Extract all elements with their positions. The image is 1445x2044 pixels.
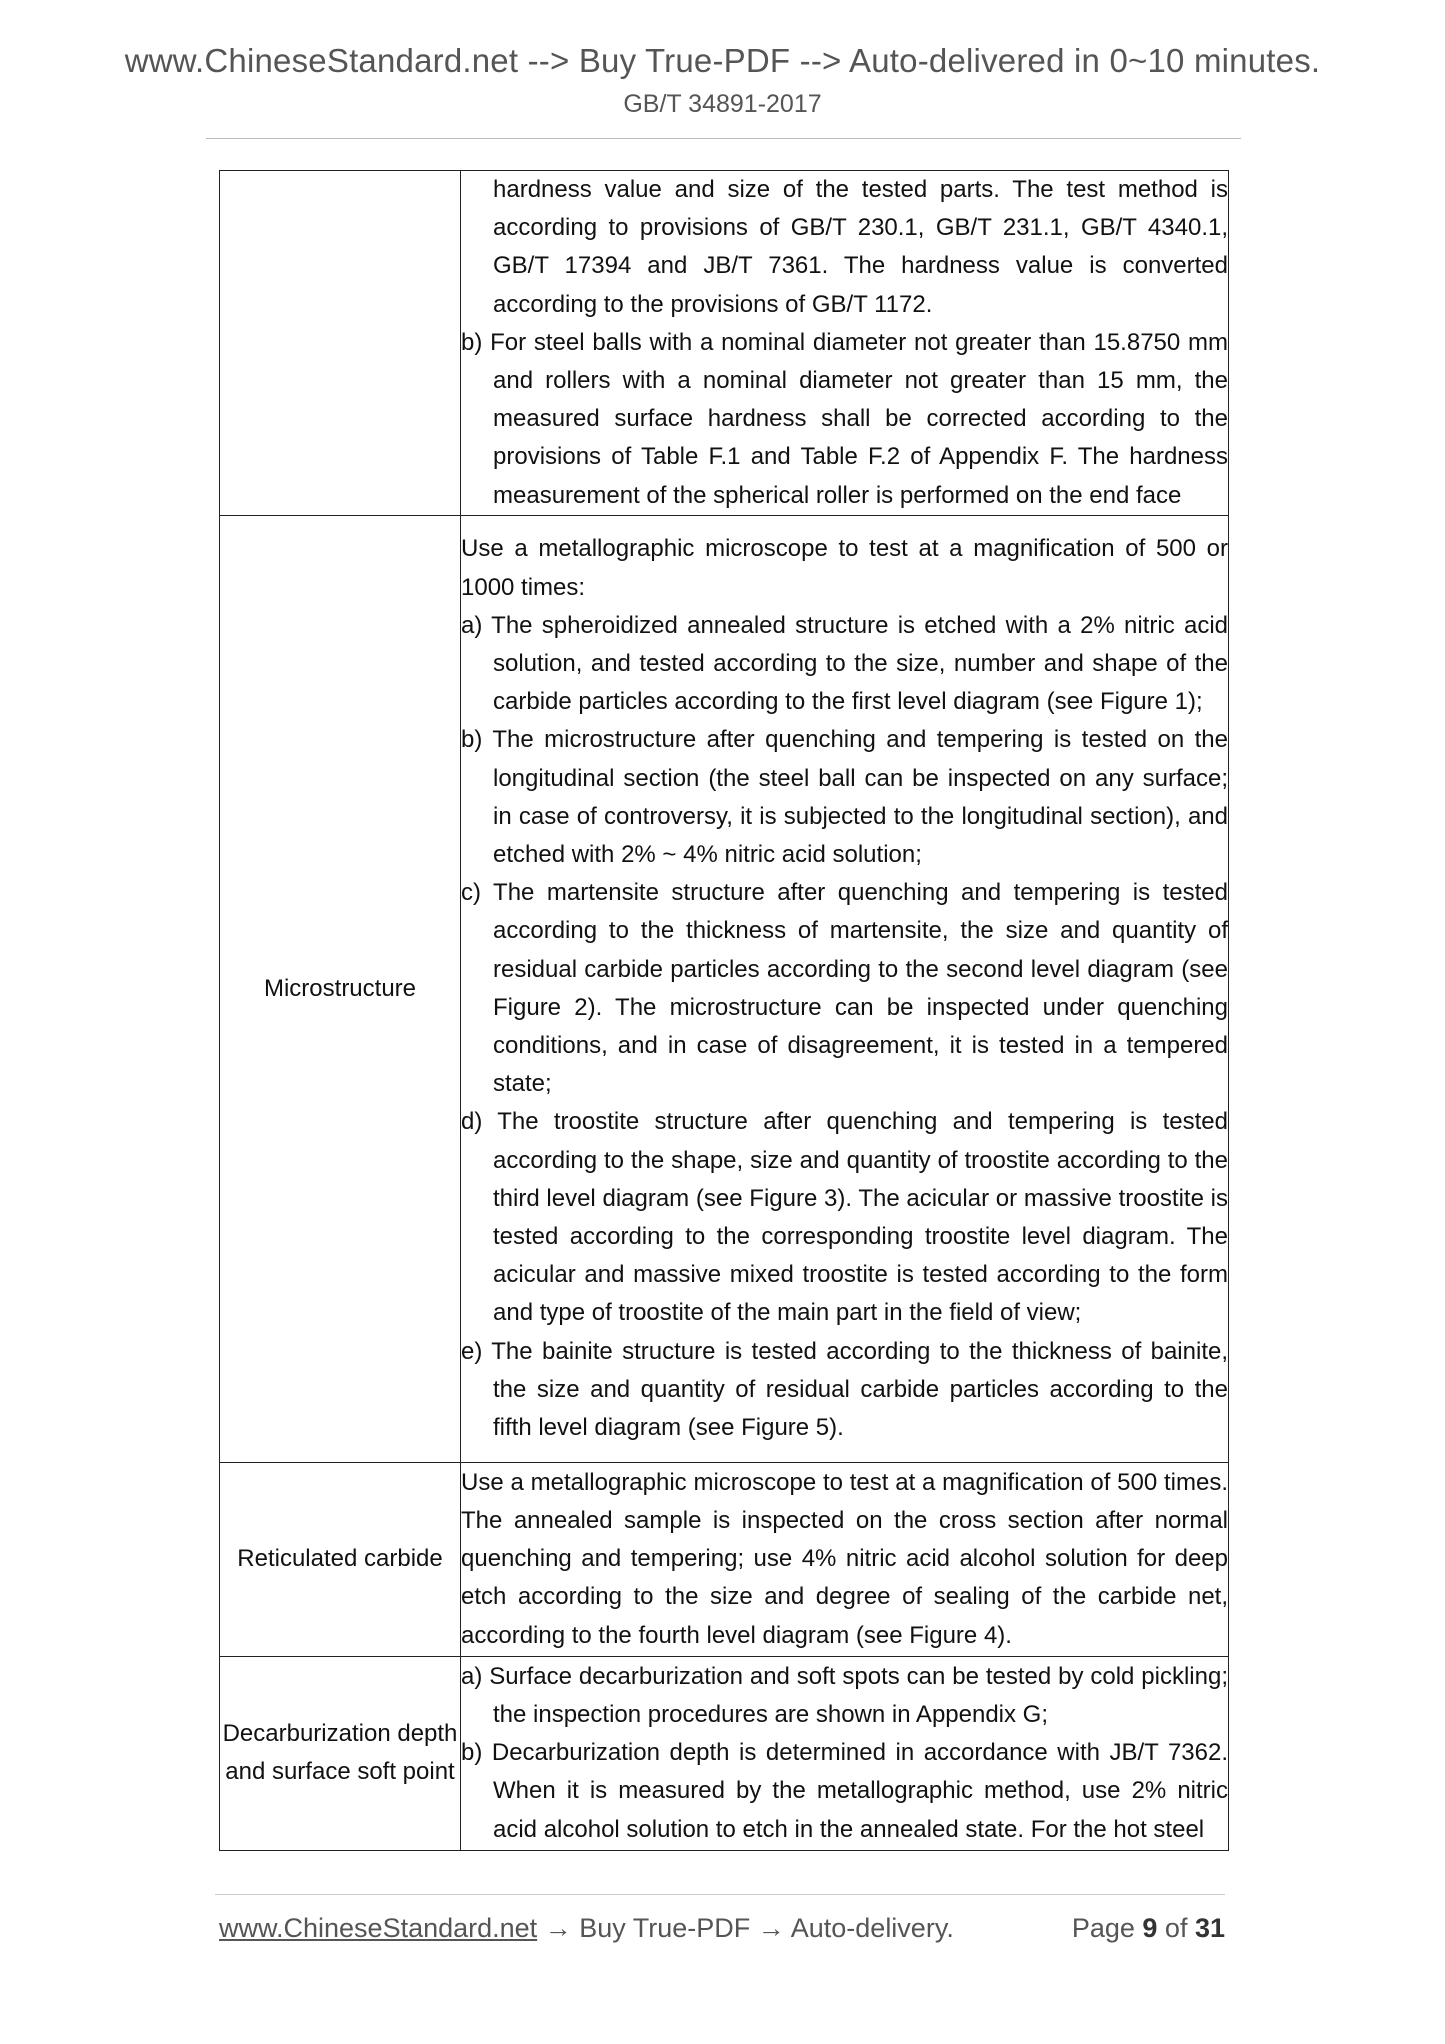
method-list-item: c) The martensite structure after quenching and tempering is tested according to the thickness of martensite, the size and quantity of residual carbide particles according to the second level diagram (see Figure 2). The microstructure can be inspected under quenching conditions, and in case of disagreement, it is tested in a tempered state; [461, 879, 1228, 1098]
table-cell-method [461, 1462, 1229, 1656]
footer-divider [215, 1894, 1225, 1895]
method-paragraph: Use a metallographic microscope to test at a magnification of 500 or 1000 times: [461, 535, 1228, 601]
header-divider [206, 138, 1241, 139]
specification-table [219, 170, 1229, 1851]
method-paragraph: hardness value and size of the tested parts. The test method is according to provisions of GB/T 230.1, GB/T 231.1, GB/T 4340.1, GB/T 17394 and JB/T 7361. The hardness value is converted according to the provisions of GB/T 1172. [493, 176, 1228, 318]
method-list-item: a) The spheroidized annealed structure is etched with a 2% nitric acid solution, and tested according to the size, number and shape of the carbide particles according to the first level diagram (see Figure 1); [461, 611, 1228, 716]
table-cell-item [220, 171, 461, 516]
footer-tagline [219, 1913, 954, 1944]
table-cell-method [461, 171, 1229, 516]
site-link[interactable]: www.ChineseStandard.net [219, 1913, 538, 1943]
method-list-item: a) Surface decarburization and soft spots can be tested by cold pickling; the inspection procedures are shown in Appendix G; [461, 1662, 1228, 1729]
method-list-item: d) The troostite structure after quenching and tempering is tested according to the shape, size and quantity of troostite according to the third level diagram (see Figure 3). The acicular or massive troostite is tested according to the corresponding troostite level diagram. The acicular and massive mixed troostite is tested according to the form and type of troostite of the main part in the field of view; [461, 1108, 1228, 1327]
method-list-item: b) For steel balls with a nominal diameter not greater than 15.8750 mm and rollers with a nominal diameter not greater than 15 mm, the measured surface hardness shall be corrected according to the provisions of Table F.1 and Table F.2 of Appendix F. The hardness measurement of the spherical roller is performed on the end face [461, 328, 1228, 509]
method-list-item: b) Decarburization depth is determined in accordance with JB/T 7362. When it is measured by the metallographic method, use 2% nitric acid alcohol solution to etch in the annealed state. For the hot steel [461, 1739, 1228, 1843]
footer-tagline-text: → Buy True-PDF → Auto-delivery. [537, 1913, 954, 1943]
page-label: Page [1071, 1913, 1143, 1943]
table-cell-item: Microstructure [220, 515, 461, 1462]
table-cell-item: Reticulated carbide [220, 1462, 461, 1656]
page-of: of [1157, 1913, 1195, 1943]
method-list-item: b) The microstructure after quenching and tempering is tested on the longitudinal section (the steel ball can be inspected on any surface; in case of controversy, it is subjected to the longitudinal section), and etched with 2% ~ 4% nitric acid solution; [461, 726, 1228, 869]
table-cell-method [461, 515, 1229, 1462]
table-row [220, 171, 1229, 516]
method-list-item: e) The bainite structure is tested according to the thickness of bainite, the size and quantity of residual carbide particles according to the fifth level diagram (see Figure 5). [461, 1337, 1228, 1442]
table-row [220, 1656, 1229, 1850]
table-row [220, 1462, 1229, 1656]
method-paragraph: Use a metallographic microscope to test at a magnification of 500 times. The annealed sample is inspected on the cross section after normal quenching and tempering; use 4% nitric acid alcohol solution for deep etch according to the size and degree of sealing of the carbide net, according to the fourth level diagram (see Figure 4). [461, 1468, 1228, 1649]
header-banner: www.ChineseStandard.net --> Buy True-PDF --> Auto-delivered in 0~10 minutes. [124, 42, 1321, 79]
table-cell-item: Decarburization depth and surface soft point [220, 1656, 461, 1850]
table-cell-method [461, 1656, 1229, 1850]
page-indicator [1072, 1913, 1225, 1944]
standard-number: GB/T 34891-2017 [623, 90, 822, 118]
table-row [220, 515, 1229, 1462]
page-total: 31 [1194, 1913, 1225, 1943]
page-current: 9 [1142, 1913, 1158, 1943]
